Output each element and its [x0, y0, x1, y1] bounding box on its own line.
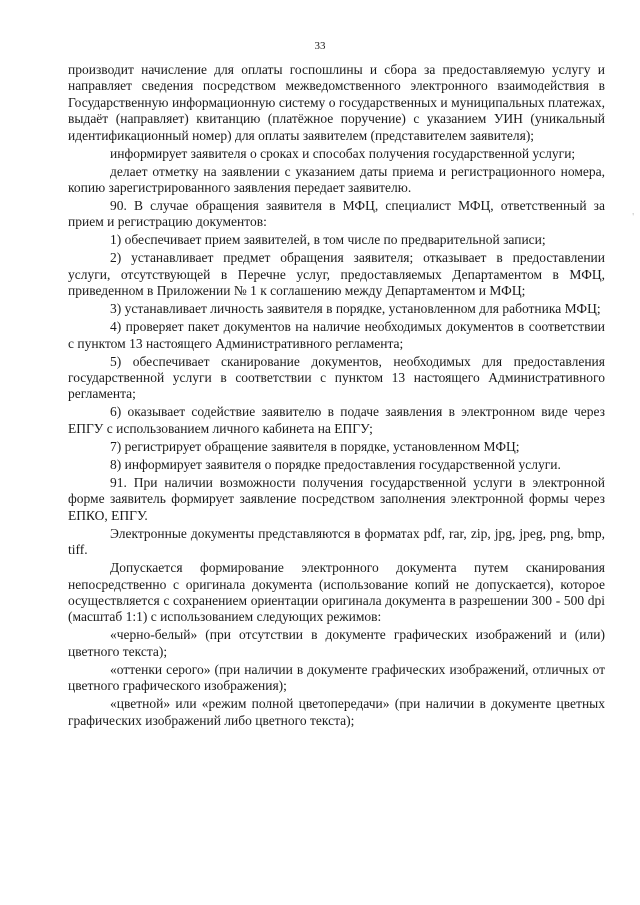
list-item-6: 6) оказывает содействие заявителю в подаче заявления в электронном виде через ЕПГУ с использованием личного кабинета на ЕПГУ;	[68, 404, 605, 436]
paragraph-90-mfc: 90. В случае обращения заявителя в МФЦ, специалист МФЦ, ответственный за прием и регистрацию документов:	[68, 198, 605, 230]
list-item-8: 8) информирует заявителя о порядке предоставления государственной услуги.	[110, 456, 561, 472]
paragraph-file-formats: Электронные документы представляются в форматах pdf, rar, zip, jpg, jpeg, png, bmp, tiff.	[68, 525, 605, 558]
list-item-2: 2) устанавливает предмет обращения заявителя; отказывает в предоставлении услуги, отсутствующей в Перечне услуг, предоставляемых Департаментом в МФЦ, приведенном в Приложении № 1 к соглашению между Департаментом и МФЦ;	[68, 250, 605, 299]
list-item-1: 1) обеспечивает прием заявителей, в том числе по предварительной записи;	[110, 232, 546, 248]
scan-mode-color: «цветной» или «режим полной цветопередачи» (при наличии в документе цветных графических изображений либо цветного текста);	[68, 696, 605, 728]
scan-edge-mark: '	[632, 212, 634, 223]
scan-mode-bw: «черно-белый» (при отсутствии в документе графических изображений и (или) цветного текста);	[68, 627, 605, 659]
list-item-7: 7) регистрирует обращение заявителя в порядке, установленном МФЦ;	[110, 438, 520, 454]
paragraph-inform-terms: информирует заявителя о сроках и способах получения государственной услуги;	[110, 145, 576, 161]
list-item-3: 3) устанавливает личность заявителя в порядке, установленном для работника МФЦ;	[110, 301, 601, 317]
list-item-5: 5) обеспечивает сканирование документов, необходимых для предоставления государственной услуги в соответствии с пунктом 13 настоящего Административного регламента;	[68, 353, 605, 402]
list-item-4: 4) проверяет пакет документов на наличие необходимых документов в соответствии с пунктом 13 настоящего Административного регламента;	[68, 319, 605, 351]
paragraph-registration-mark: делает отметку на заявлении с указанием даты приема и регистрационного номера, копию зарегистрированного заявления передает заявителю.	[68, 163, 605, 196]
paragraph-fee-accrual: производит начисление для оплаты госпошлины и сбора за предоставляемую услугу и направляет сведения посредством межведомственного электронного взаимодействия в Государственную информационную систему о государственных и муниципальных платежах, выдаёт (направляет) квитанцию (платёжное поручение) с указанием УИН (уникальный идентификационный номер) для оплаты заявителем (представителем заявителя);	[68, 62, 605, 143]
document-body	[68, 62, 605, 731]
page-number: 33	[314, 40, 326, 52]
scan-mode-grayscale: «оттенки серого» (при наличии в документе графических изображений, отличных от цветного графического изображения);	[68, 661, 605, 694]
paragraph-scanning: Допускается формирование электронного документа путем сканирования непосредственно с оригинала документа (использование копий не допускается), которое осуществляется с сохранением ориентации оригинала документа в разрешении 300 - 500 dpi (масштаб 1:1) с использованием следующих режимов:	[68, 560, 605, 625]
paragraph-91-electronic: 91. При наличии возможности получения государственной услуги в электронной форме заявитель формирует заявление посредством заполнения электронной формы через ЕПКО, ЕПГУ.	[68, 474, 605, 523]
